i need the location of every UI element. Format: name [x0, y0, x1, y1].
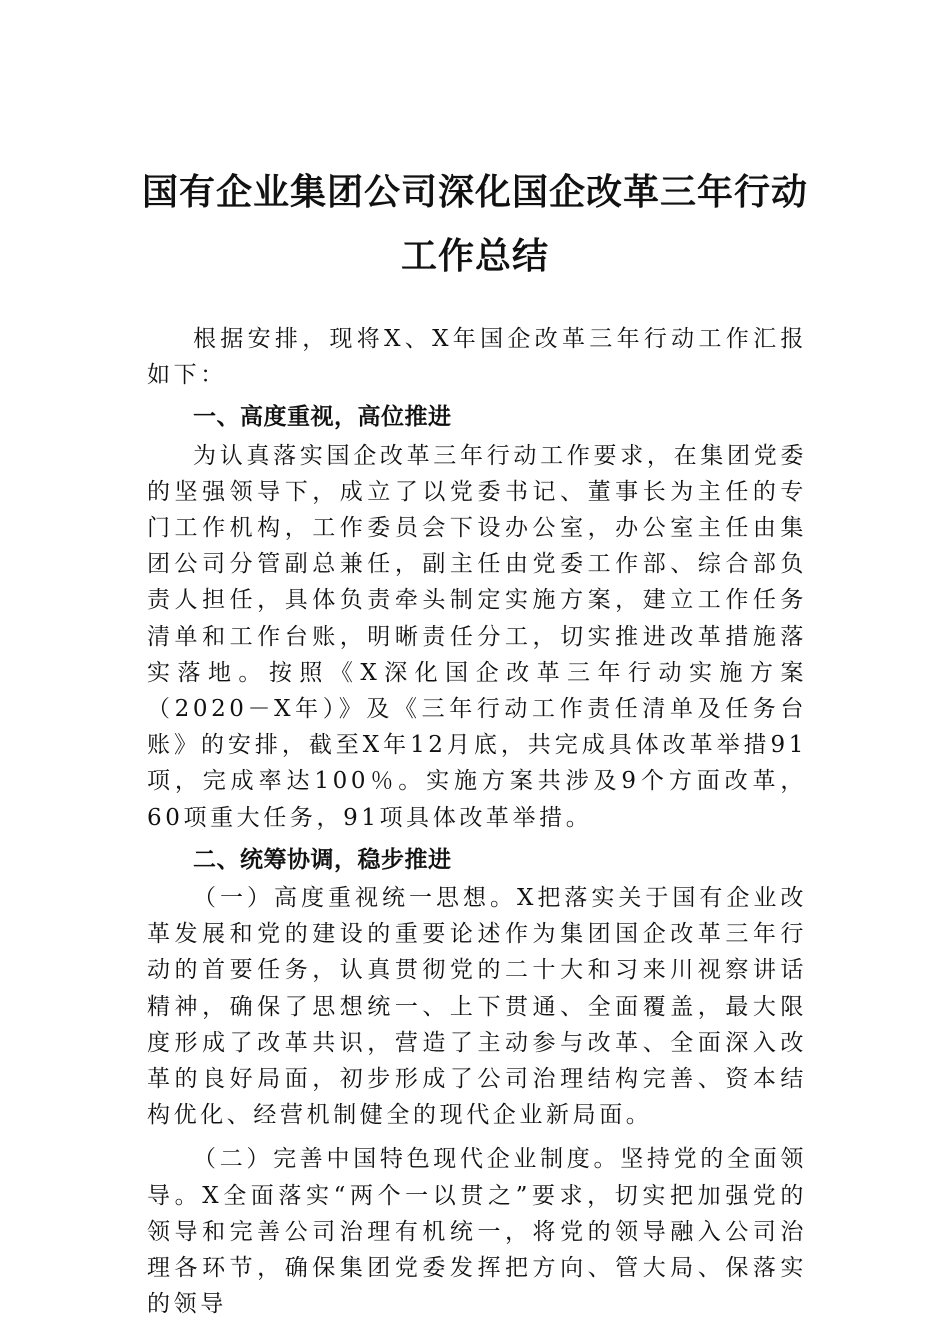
- section-2-heading: 二、统筹协调，稳步推进: [193, 846, 452, 873]
- document-title-line-2: 工作总结: [400, 236, 549, 277]
- document-title-line-1: 国有企业集团公司深化国企改革三年行动: [141, 172, 808, 213]
- intro-paragraph: 根据安排，现将X、X年国企改革三年行动工作汇报如下：: [147, 326, 807, 389]
- section-2-paragraph-2: （二）完善中国特色现代企业制度。坚持党的全面领导。X全面落实“两个一以贯之”要求，切实把加强党的领导和完善公司治理有机统一，将党的领导融入公司治理各环节，确保集团党委发挥把方向、管大局、保落实的领导: [147, 1146, 807, 1318]
- section-2-paragraph-1: （一）高度重视统一思想。X把落实关于国有企业改革发展和党的建设的重要论述作为集团国企改革三年行动的首要任务，认真贯彻党的二十大和习来川视察讲话精神，确保了思想统一、上下贯通、全面覆盖，最大限度形成了改革共识，营造了主动参与改革、全面深入改革的良好局面，初步形成了公司治理结构完善、资本结构优化、经营机制健全的现代企业新局面。: [147, 885, 807, 1129]
- document-body: [147, 321, 807, 1322]
- section-1-paragraph: 为认真落实国企改革三年行动工作要求，在集团党委的坚强领导下，成立了以党委书记、董事长为主任的专门工作机构，工作委员会下设办公室，办公室主任由集团公司分管副总兼任，副主任由党委工作部、综合部负责人担任，具体负责牵头制定实施方案，建立工作任务清单和工作台账，明晰责任分工，切实推进改革措施落实落地。按照《X深化国企改革三年行动实施方案（2020－X年）》及《三年行动工作责任清单及任务台账》的安排，截至X年12月底，共完成具体改革举措91项，完成率达100％。实施方案共涉及9个方面改革，60项重大任务，91项具体改革举措。: [147, 442, 807, 831]
- section-1-heading: 一、高度重视，高位推进: [193, 404, 452, 431]
